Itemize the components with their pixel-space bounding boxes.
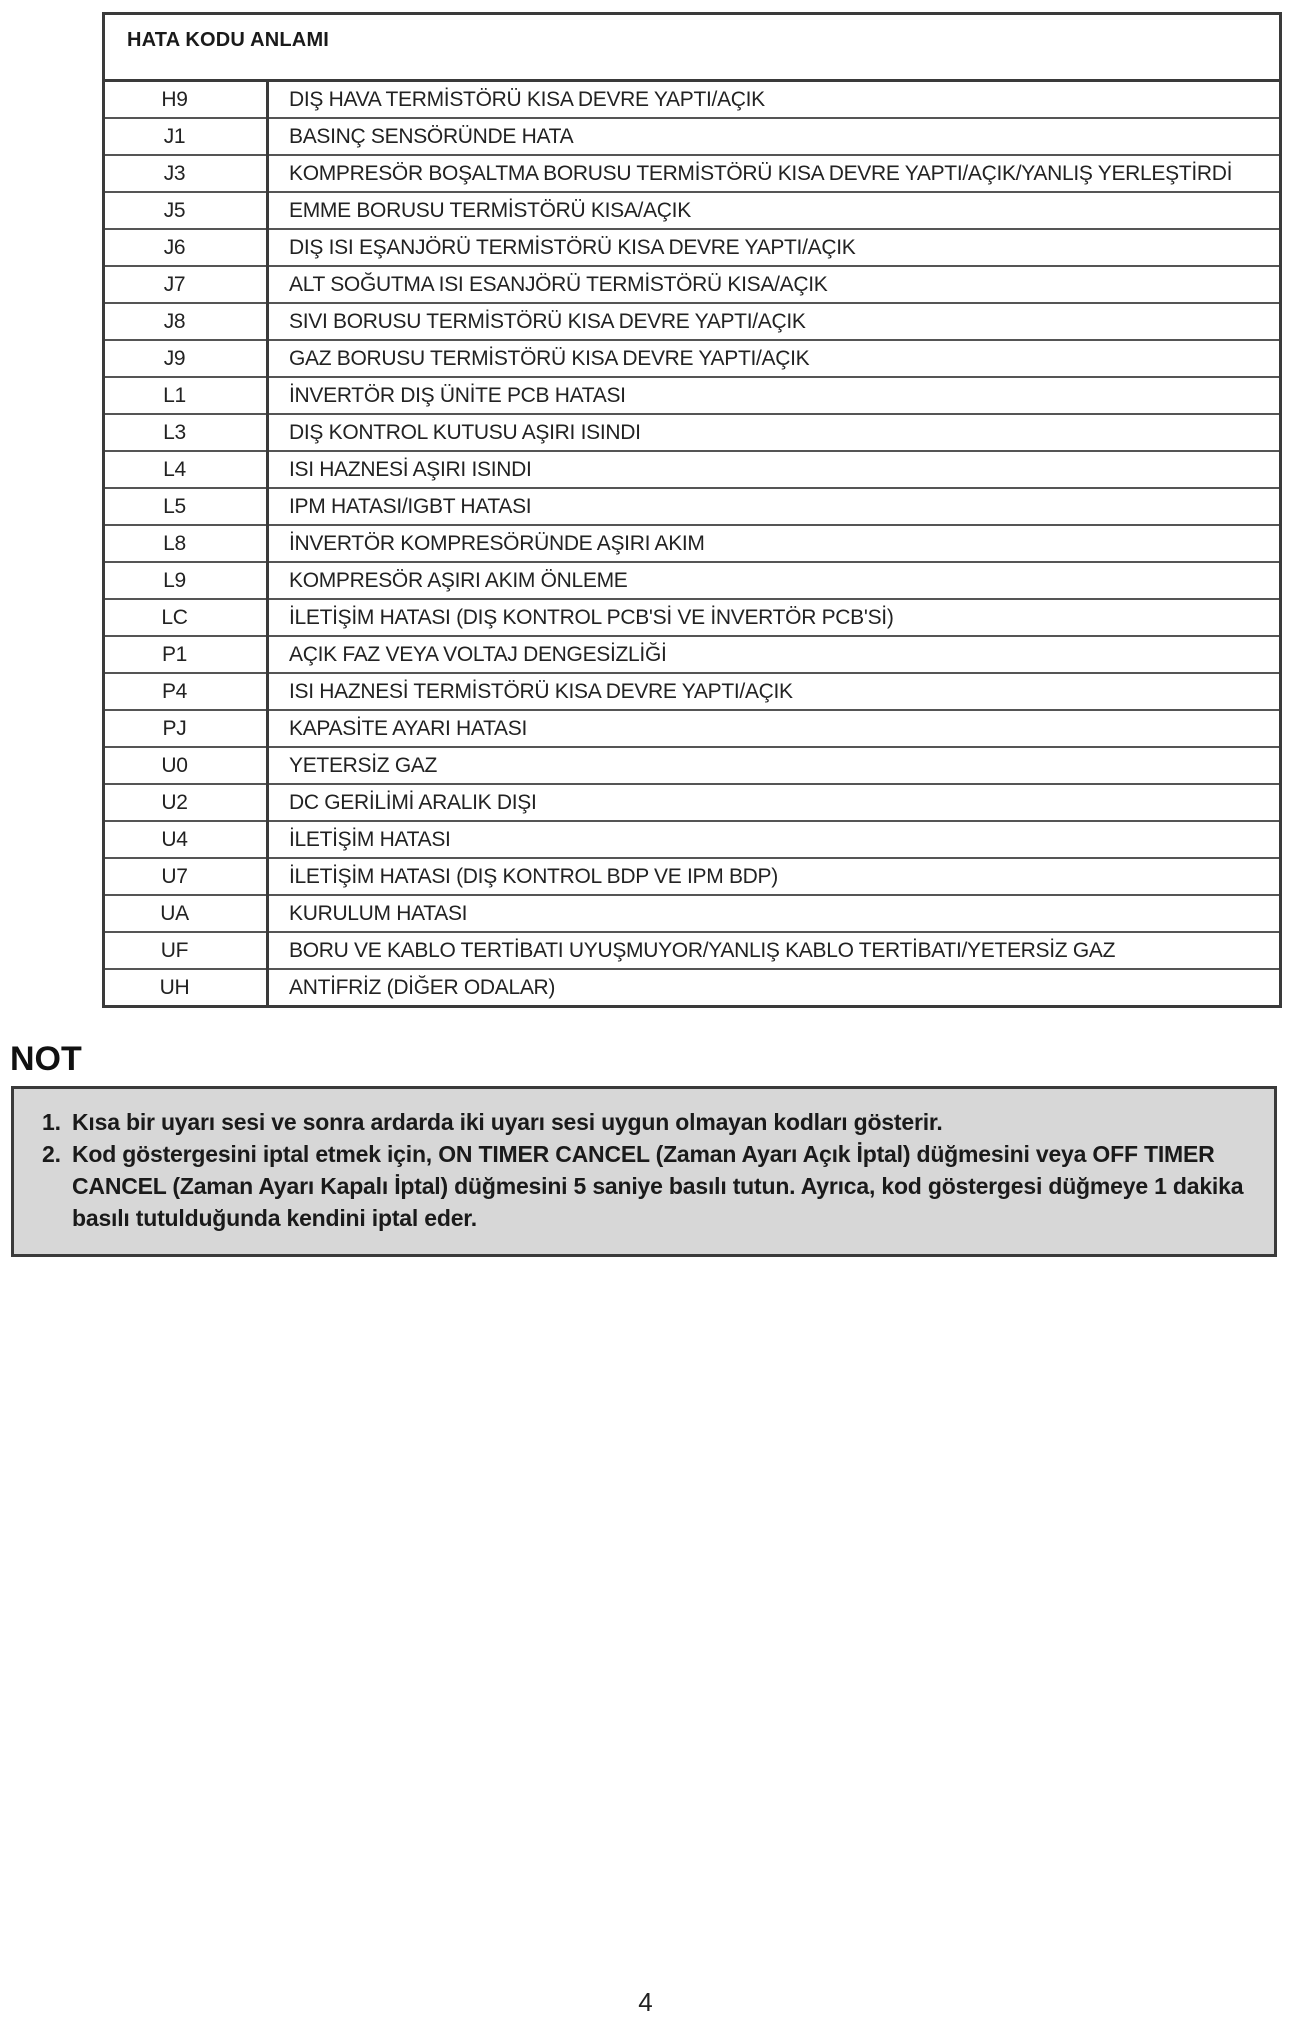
error-meaning: KAPASİTE AYARI HATASI bbox=[268, 710, 1281, 747]
table-body bbox=[104, 81, 1281, 1007]
table-row bbox=[104, 118, 1281, 155]
error-code: UH bbox=[104, 969, 268, 1007]
note-text: Kısa bir uyarı sesi ve sonra ardarda iki uyarı sesi uygun olmayan kodları gösterir. bbox=[72, 1109, 943, 1135]
note-number: 1. bbox=[42, 1109, 61, 1135]
note-item bbox=[28, 1106, 1264, 1138]
error-meaning: ALT SOĞUTMA ISI ESANJÖRÜ TERMİSTÖRÜ KISA/AÇIK bbox=[268, 266, 1281, 303]
error-code: L1 bbox=[104, 377, 268, 414]
error-code: L3 bbox=[104, 414, 268, 451]
error-code: P1 bbox=[104, 636, 268, 673]
table-row bbox=[104, 969, 1281, 1007]
error-code: U2 bbox=[104, 784, 268, 821]
error-code: J8 bbox=[104, 303, 268, 340]
note-number: 2. bbox=[42, 1141, 61, 1167]
note-item bbox=[28, 1138, 1264, 1234]
table-row bbox=[104, 81, 1281, 119]
error-code: L5 bbox=[104, 488, 268, 525]
error-meaning: İNVERTÖR KOMPRESÖRÜNDE AŞIRI AKIM bbox=[268, 525, 1281, 562]
error-meaning: AÇIK FAZ VEYA VOLTAJ DENGESİZLİĞİ bbox=[268, 636, 1281, 673]
error-code: J9 bbox=[104, 340, 268, 377]
table-row bbox=[104, 636, 1281, 673]
page-number: 4 bbox=[638, 1987, 653, 2017]
error-code: LC bbox=[104, 599, 268, 636]
table-row bbox=[104, 192, 1281, 229]
error-meaning: DIŞ HAVA TERMİSTÖRÜ KISA DEVRE YAPTI/AÇIK bbox=[268, 81, 1281, 119]
note-list bbox=[28, 1106, 1264, 1234]
error-meaning: DC GERİLİMİ ARALIK DIŞI bbox=[268, 784, 1281, 821]
note-text: Kod göstergesini iptal etmek için, ON TIMER CANCEL (Zaman Ayarı Açık İptal) düğmesini veya OFF TIMER CANCEL (Zaman Ayarı Kapalı İptal) düğmesini 5 saniye basılı tutun. Ayrıca, kod göstergesi düğmeye 1 dakika basılı tutulduğunda kendini iptal eder. bbox=[72, 1141, 1244, 1231]
error-meaning: İLETİŞİM HATASI (DIŞ KONTROL PCB'Sİ VE İNVERTÖR PCB'Sİ) bbox=[268, 599, 1281, 636]
table-row bbox=[104, 451, 1281, 488]
table-row bbox=[104, 747, 1281, 784]
error-meaning: DIŞ KONTROL KUTUSU AŞIRI ISINDI bbox=[268, 414, 1281, 451]
table-row bbox=[104, 599, 1281, 636]
table-row bbox=[104, 229, 1281, 266]
table-row bbox=[104, 377, 1281, 414]
error-meaning: İNVERTÖR DIŞ ÜNİTE PCB HATASI bbox=[268, 377, 1281, 414]
error-meaning: ANTİFRİZ (DİĞER ODALAR) bbox=[268, 969, 1281, 1007]
error-meaning: DIŞ ISI EŞANJÖRÜ TERMİSTÖRÜ KISA DEVRE YAPTI/AÇIK bbox=[268, 229, 1281, 266]
error-code: J3 bbox=[104, 155, 268, 192]
table-header: HATA KODU ANLAMI bbox=[104, 14, 1281, 81]
table-row bbox=[104, 155, 1281, 192]
error-code: J7 bbox=[104, 266, 268, 303]
table-row bbox=[104, 340, 1281, 377]
error-code: U7 bbox=[104, 858, 268, 895]
error-meaning: ISI HAZNESİ AŞIRI ISINDI bbox=[268, 451, 1281, 488]
error-meaning: ISI HAZNESİ TERMİSTÖRÜ KISA DEVRE YAPTI/AÇIK bbox=[268, 673, 1281, 710]
error-code: PJ bbox=[104, 710, 268, 747]
error-code: J5 bbox=[104, 192, 268, 229]
error-code-table bbox=[102, 12, 1282, 1008]
table-row bbox=[104, 895, 1281, 932]
table-row bbox=[104, 710, 1281, 747]
table-row bbox=[104, 562, 1281, 599]
error-meaning: GAZ BORUSU TERMİSTÖRÜ KISA DEVRE YAPTI/AÇIK bbox=[268, 340, 1281, 377]
error-code: P4 bbox=[104, 673, 268, 710]
table-header-row bbox=[104, 14, 1281, 81]
error-meaning: EMME BORUSU TERMİSTÖRÜ KISA/AÇIK bbox=[268, 192, 1281, 229]
table-row bbox=[104, 784, 1281, 821]
error-code: U4 bbox=[104, 821, 268, 858]
table-row bbox=[104, 414, 1281, 451]
table-row bbox=[104, 266, 1281, 303]
error-code: L8 bbox=[104, 525, 268, 562]
error-code: J6 bbox=[104, 229, 268, 266]
error-code: UF bbox=[104, 932, 268, 969]
table-row bbox=[104, 858, 1281, 895]
error-code: H9 bbox=[104, 81, 268, 119]
note-heading: NOT bbox=[10, 1040, 82, 1078]
table-row bbox=[104, 303, 1281, 340]
error-meaning: İLETİŞİM HATASI bbox=[268, 821, 1281, 858]
error-code: U0 bbox=[104, 747, 268, 784]
error-meaning: BORU VE KABLO TERTİBATI UYUŞMUYOR/YANLIŞ KABLO TERTİBATI/YETERSİZ GAZ bbox=[268, 932, 1281, 969]
error-meaning: KURULUM HATASI bbox=[268, 895, 1281, 932]
table-row bbox=[104, 821, 1281, 858]
error-meaning: KOMPRESÖR AŞIRI AKIM ÖNLEME bbox=[268, 562, 1281, 599]
error-code: L9 bbox=[104, 562, 268, 599]
table-row bbox=[104, 673, 1281, 710]
error-meaning: İLETİŞİM HATASI (DIŞ KONTROL BDP VE IPM BDP) bbox=[268, 858, 1281, 895]
table-row bbox=[104, 488, 1281, 525]
error-meaning: BASINÇ SENSÖRÜNDE HATA bbox=[268, 118, 1281, 155]
error-code: L4 bbox=[104, 451, 268, 488]
table-row bbox=[104, 525, 1281, 562]
error-meaning: SIVI BORUSU TERMİSTÖRÜ KISA DEVRE YAPTI/AÇIK bbox=[268, 303, 1281, 340]
error-meaning: KOMPRESÖR BOŞALTMA BORUSU TERMİSTÖRÜ KISA DEVRE YAPTI/AÇIK/YANLIŞ YERLEŞTİRDİ bbox=[268, 155, 1281, 192]
error-code: UA bbox=[104, 895, 268, 932]
error-meaning: YETERSİZ GAZ bbox=[268, 747, 1281, 784]
error-code: J1 bbox=[104, 118, 268, 155]
error-meaning: IPM HATASI/IGBT HATASI bbox=[268, 488, 1281, 525]
note-box bbox=[11, 1086, 1277, 1257]
table-row bbox=[104, 932, 1281, 969]
